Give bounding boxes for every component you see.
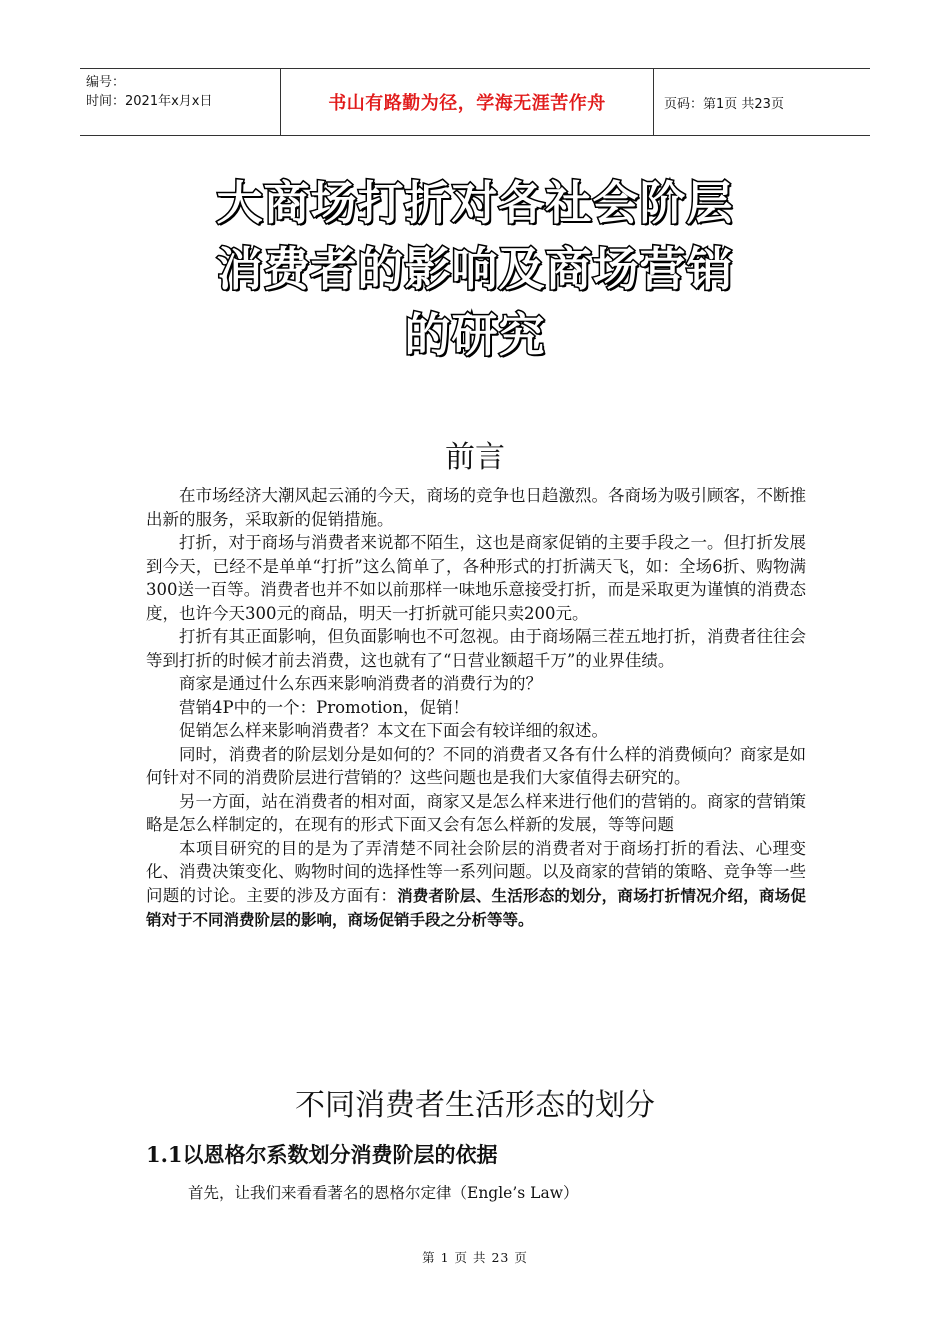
date-label: 时间：2021年x月x日 [86,94,213,109]
paragraph: 在市场经济大潮风起云涌的今天，商场的竞争也日趋激烈。各商场为吸引顾客，不断推出新的服务，采取新的促销措施。 [146,486,806,529]
header-motto: 书山有路勤为径，学海无涯苦作舟 [280,69,654,135]
document-header [80,68,870,136]
paragraph: 商家是通过什么东西来影响消费者的消费行为的？ [179,674,542,693]
paragraph: 促销怎么样来影响消费者？本文在下面会有较详细的叙述。 [179,721,608,740]
title-line-2: 消费者的影响及商场营销 [216,242,734,296]
serial-label: 编号： [86,75,126,90]
page-footer: 第 1 页 共 23 页 [422,1250,528,1265]
subsection-heading: 1.1以恩格尔系数划分消费阶层的依据 [146,1142,498,1167]
paragraph: 营销4P中的一个：Promotion，促销！ [179,697,470,717]
title-line-1: 大商场打折对各社会阶层 [216,176,734,230]
intro-line: 首先，让我们来看看著名的恩格尔定律（Engle’s Law） [188,1184,579,1202]
paragraph: 打折有其正面影响，但负面影响也不可忽视。由于商场隔三茬五地打折，消费者往往会等到打折的时候才前去消费，这也就有了“日营业额超千万”的业界佳绩。 [146,627,806,670]
header-page-info: 页码：第1页 共23页 [664,96,784,112]
preface-heading: 前言 [445,440,505,475]
section-heading: 不同消费者生活形态的划分 [295,1088,655,1123]
paragraph-bold-part: 消费者阶层、生活形态的划分，商场打折情况介绍，商场促销对于不同消费阶层的影响，商场促销手段之分析等等。 [146,886,806,929]
document-title [130,170,820,368]
paragraph: 打折，对于商场与消费者来说都不陌生，这也是商家促销的主要手段之一。但打折发展到今天，已经不是单单“打折”这么简单了，各种形式的打折满天飞，如：全场6折、购物满300送一百等。消费者也并不如以前那样一味地乐意接受打折，而是采取更为谨慎的消费态度，也许今天300元的商品，明天一打折就可能只卖200元。 [146,533,806,623]
paragraph: 另一方面，站在消费者的相对面，商家又是怎么样来进行他们的营销的。商家的营销策略是怎么样制定的，在现有的形式下面又会有怎么样新的发展，等等问题 [146,791,806,834]
paragraph-normal-part: 本项目研究的目的是为了弄清楚不同社会阶层的消费者对于商场打折的看法、心理变化、消费决策变化、购物时间的选择性等一系列问题。以及商家的营销的策略、竞争等一些问题的讨论。主要的涉及方面有： [146,838,806,905]
header-meta [80,69,280,135]
paragraph: 同时，消费者的阶层划分是如何的？不同的消费者又各有什么样的消费倾向？商家是如何针对不同的消费阶层进行营销的？这些问题也是我们大家值得去研究的。 [146,744,806,787]
title-line-3: 的研究 [404,308,546,362]
paragraph-with-bold [146,837,806,933]
preface-body [146,484,806,933]
